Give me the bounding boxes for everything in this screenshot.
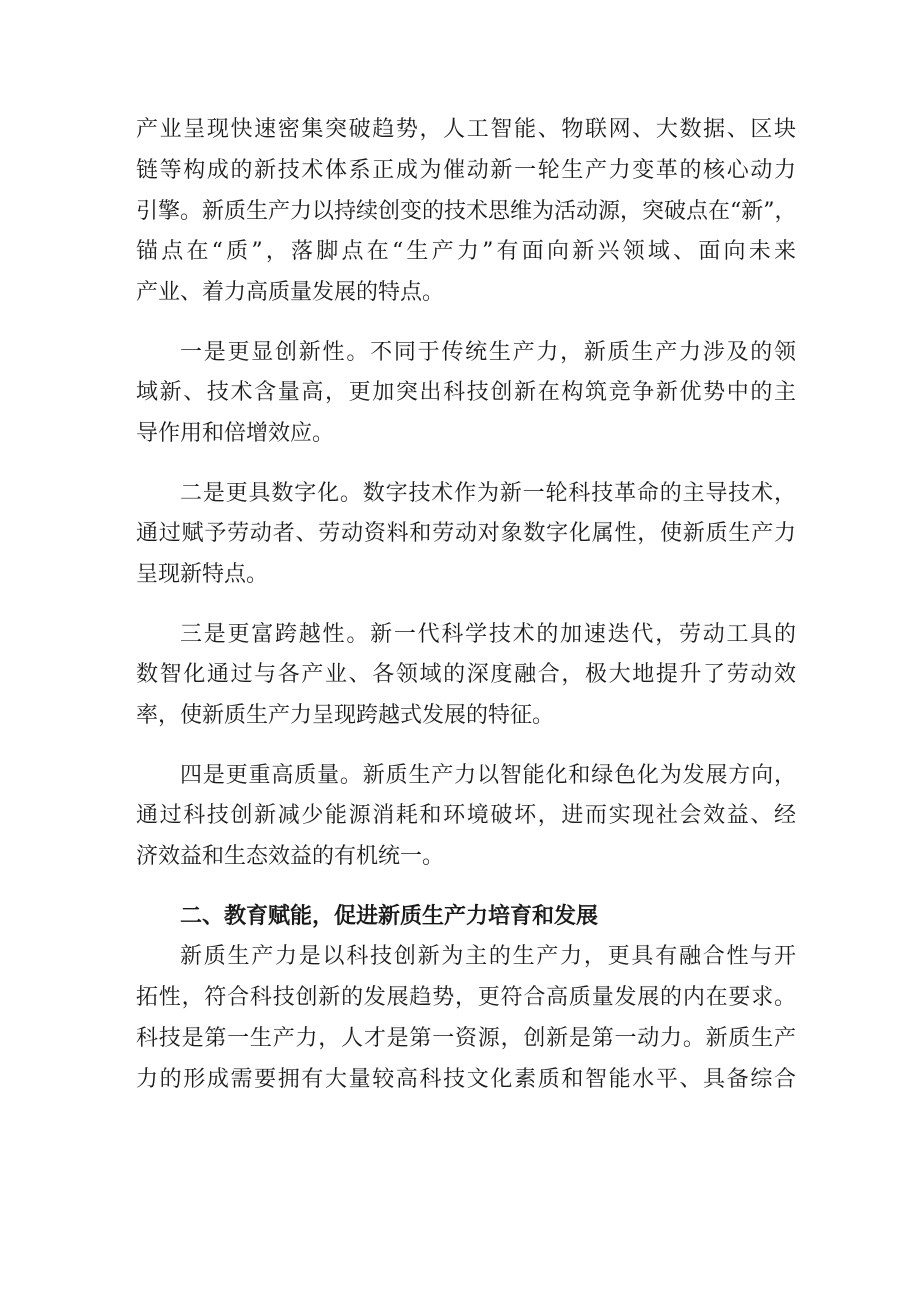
text-line: 数智化通过与各产业、各领域的深度融合，极大地提升了劳动效	[136, 662, 796, 688]
text-line: 域新、技术含量高，更加突出科技创新在构筑竞争新优势中的主	[136, 380, 796, 406]
text-line: 产业呈现快速密集突破趋势，人工智能、物联网、大数据、区块	[136, 117, 796, 142]
text-line: 拓性，符合科技创新的发展趋势，更符合高质量发展的内在要求。	[136, 985, 796, 1011]
text-line: 引擎。新质生产力以持续创变的技术思维为活动源，突破点在“新”，	[136, 198, 797, 224]
text-line: 力的形成需要拥有大量较高科技文化素质和智能水平、具备综合	[136, 1066, 796, 1092]
text-line: 科技是第一生产力，人才是第一资源，创新是第一动力。新质生产	[136, 1025, 796, 1051]
text-line: 锚点在“质”，落脚点在“生产力”有面向新兴领域、面向未来	[136, 239, 796, 265]
text-line: 三是更富跨越性。新一代科学技术的加速迭代，劳动工具的	[180, 621, 796, 647]
text-line: 二是更具数字化。数字技术作为新一轮科技革命的主导技术，	[180, 480, 796, 506]
paragraph-intro	[136, 110, 796, 314]
text-line: 导作用和倍增效应。	[136, 421, 335, 447]
text-line: 通过赋予劳动者、劳动资料和劳动对象数字化属性，使新质生产力	[136, 521, 796, 547]
text-line: 呈现新特点。	[136, 562, 269, 588]
section-heading: 二、教育赋能，促进新质生产力培育和发展	[180, 903, 599, 929]
paragraph-leapfrog	[136, 615, 796, 737]
paragraph-innovation	[136, 333, 796, 455]
text-line: 一是更显创新性。不同于传统生产力，新质生产力涉及的领	[180, 339, 796, 365]
paragraph-digitalization	[136, 474, 796, 596]
text-line: 通过科技创新减少能源消耗和环境破坏，进而实现社会效益、经	[136, 803, 796, 829]
text-line: 产业、着力高质量发展的特点。	[136, 280, 445, 306]
text-line: 率，使新质生产力呈现跨越式发展的特征。	[136, 703, 555, 729]
paragraph-quality	[136, 756, 796, 878]
text-line: 链等构成的新技术体系正成为催动新一轮生产力变革的核心动力	[136, 157, 796, 183]
text-line: 济效益和生态效益的有机统一。	[136, 844, 445, 870]
paragraph-education	[136, 937, 796, 1100]
text-line: 四是更重高质量。新质生产力以智能化和绿色化为发展方向，	[180, 762, 796, 788]
text-line: 新质生产力是以科技创新为主的生产力，更具有融合性与开	[180, 944, 796, 970]
document-body	[136, 110, 796, 1101]
